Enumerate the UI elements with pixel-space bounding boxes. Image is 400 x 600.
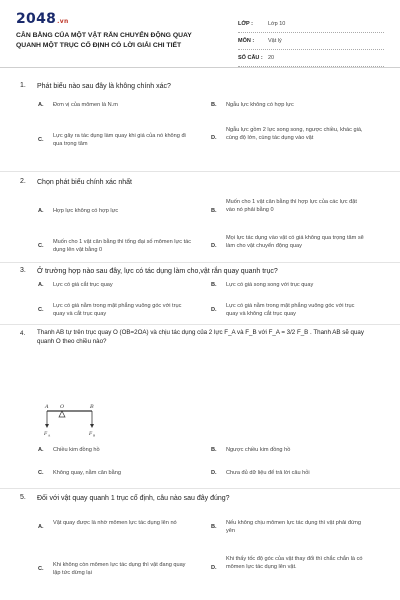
option-text: Lực có giá cắt trục quay	[53, 282, 113, 288]
option-letter: A.	[38, 282, 44, 288]
info-box	[238, 16, 384, 67]
option-letter: C.	[38, 307, 44, 313]
option-text: Ngược chiều kim đồng hồ	[226, 447, 291, 453]
info-row-subject	[238, 33, 384, 50]
option-letter: D.	[211, 470, 217, 476]
option-letter: B.	[211, 282, 217, 288]
option-text: Ngẫu lực gồm 2 lực song song, ngược chiều, khác giá, cùng độ lớn, cùng tác dụng vào vật	[226, 127, 363, 142]
question-text: Chọn phát biểu chính xác nhất	[37, 179, 132, 186]
option-letter: C.	[38, 470, 44, 476]
info-value: Vật lý	[268, 38, 282, 44]
option-text: Chiều kim đồng hồ	[53, 447, 100, 453]
option-text: Không quay, nằm cân bằng	[53, 470, 122, 476]
header	[16, 10, 384, 68]
label-a: A	[45, 404, 49, 410]
divider	[0, 488, 400, 489]
question-number: 4.	[20, 330, 26, 337]
option-text: Nếu không chịu mômen lực tác dụng thì vật phải đứng yên	[226, 520, 361, 535]
option-text: Vật quay được là nhờ mômen lực tác dụng lên nó	[53, 520, 177, 526]
title-line-1: CÂN BẰNG CỦA MỘT VẬT RẮN CHUYỂN ĐỘNG QUAY	[16, 32, 192, 39]
option-text: Lực có giá song song với trục quay	[226, 282, 314, 288]
option-text: Ngẫu lực không có hợp lực	[226, 102, 294, 108]
label-b: B	[90, 404, 94, 410]
lever-diagram-svg	[44, 402, 104, 438]
option-text: Khi thấy tốc độ góc của vật thay đổi thì chắc chắn là có mômen lực tác dụng lên vật.	[226, 556, 363, 571]
option-letter: C.	[38, 243, 44, 249]
divider	[0, 324, 400, 325]
divider	[0, 171, 400, 172]
info-row-count	[238, 50, 384, 67]
question-number: 1.	[20, 82, 26, 89]
option-letter: D.	[211, 565, 217, 571]
question-number: 3.	[20, 267, 26, 274]
divider	[0, 262, 400, 263]
option-letter: A.	[38, 447, 44, 453]
label-fb-sub: B	[93, 433, 96, 438]
logo-suffix: .vn	[57, 18, 69, 25]
label-fb: F	[89, 432, 93, 437]
option-letter: A.	[38, 102, 44, 108]
lever-diagram	[44, 402, 104, 438]
option-letter: B.	[211, 102, 217, 108]
page-title	[16, 31, 244, 50]
label-fa: F	[44, 432, 48, 437]
option-text: Muốn cho 1 vật cân bằng thì tổng đại số mômen lực tác dụng lên vật bằng 0	[53, 239, 192, 254]
title-line-2: QUANH MỘT TRỤC CỐ ĐỊNH CÓ LỜI GIẢI CHI TIẾT	[16, 41, 182, 49]
option-letter: C.	[38, 137, 44, 143]
question-text: Thanh AB tự trên trục quay O (OB=2OA) và chịu tác dụng của 2 lực F_A và F_B với F_A = 3/2 F_B . Thanh AB sẽ quay quanh O theo chiều nào?	[37, 329, 364, 345]
header-divider	[0, 67, 400, 68]
label-fa-sub: A	[48, 433, 51, 438]
option-text: Mọi lực tác dụng vào vật có giá không qua trọng tâm sẽ làm cho vật chuyển động quay	[226, 235, 364, 250]
info-label: MÔN :	[238, 38, 255, 44]
question-text: Ở trường hợp nào sau đây, lực có tác dụng làm cho,vật rắn quay quanh trục?	[37, 268, 278, 275]
force-fb-head	[90, 424, 94, 428]
question-text: Phát biểu nào sau đây là không chính xác?	[37, 83, 171, 90]
option-letter: B.	[211, 524, 217, 530]
option-text: Hợp lực không có hợp lực	[53, 208, 119, 214]
option-text: Chưa đủ dữ liệu để trả lời câu hỏi	[226, 470, 310, 476]
info-value: Lớp 10	[268, 21, 286, 27]
question-number: 5.	[20, 494, 26, 501]
option-text: Lực có giá nằm trong mặt phẳng vuông góc với trục quay và không cắt trục quay	[226, 303, 355, 318]
info-label: LỚP :	[238, 21, 253, 27]
option-letter: A.	[38, 208, 44, 214]
option-letter: D.	[211, 243, 217, 249]
option-letter: B.	[211, 208, 217, 214]
site-logo[interactable]	[16, 11, 69, 27]
info-value: 20	[268, 55, 275, 61]
question-number: 2.	[20, 178, 26, 185]
option-text: Khi không còn mômen lực tác dụng thì vật đang quay lập tức dừng lại	[53, 562, 186, 577]
info-row-class	[238, 16, 384, 33]
option-text: Lực có giá nằm trong mặt phẳng vuông góc với trục quay và cắt trục quay	[53, 303, 182, 318]
option-text: Đơn vị của mômen là N.m	[53, 102, 118, 108]
option-letter: B.	[211, 447, 217, 453]
info-label: SỐ CÂU :	[238, 55, 263, 61]
pivot-o	[59, 411, 65, 417]
option-text: Lực gây ra tác dụng làm quay khi giá của nó không đi qua trọng tâm	[53, 133, 186, 148]
option-letter: A.	[38, 524, 44, 530]
force-fa-head	[45, 424, 49, 428]
option-letter: C.	[38, 566, 44, 572]
option-letter: D.	[211, 307, 217, 313]
logo-text: 2048	[16, 11, 57, 27]
option-letter: D.	[211, 135, 217, 141]
option-text: Muốn cho 1 vật cân bằng thì hợp lực của các lực đặt vào nó phải bằng 0	[226, 199, 357, 214]
question-text: Đối với vật quay quanh 1 trục cố định, câu nào sau đây đúng?	[37, 495, 230, 502]
label-o: O	[60, 404, 65, 410]
